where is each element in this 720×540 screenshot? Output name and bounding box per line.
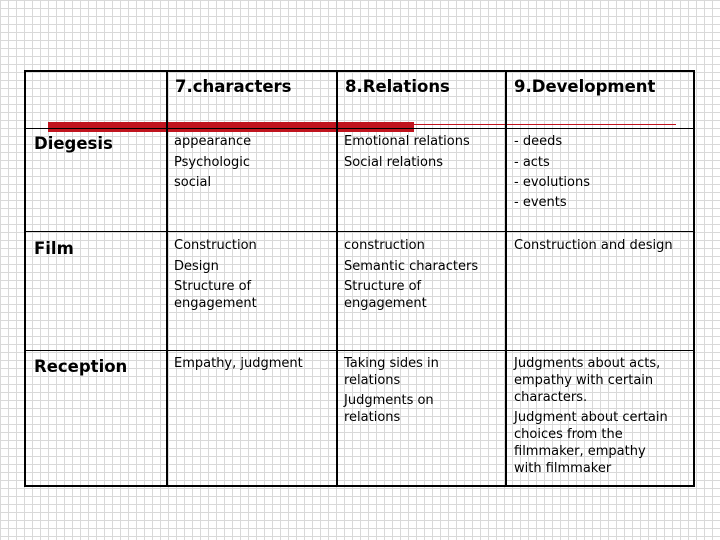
cell-line: - deeds [514, 134, 563, 149]
row-divider [26, 128, 694, 129]
cell-line: - acts [514, 155, 550, 170]
cell-line: social [174, 175, 212, 190]
cell-reception-development [514, 355, 668, 477]
cell-line: Structure of [174, 279, 252, 294]
column-divider [24, 70, 26, 487]
cell-line: choices from the [514, 427, 623, 442]
cell-line: Taking sides in [344, 356, 439, 371]
table-top-border [26, 70, 694, 72]
row-divider [26, 350, 694, 351]
cell-line: relations [344, 373, 401, 388]
column-divider [505, 70, 507, 487]
cell-line: filmmaker, empathy [514, 444, 646, 459]
column-divider [166, 70, 168, 487]
cell-line: construction [344, 238, 425, 253]
cell-film-development [514, 237, 673, 258]
cell-film-relations [344, 237, 478, 312]
cell-line: - evolutions [514, 175, 590, 190]
cell-line: with filmmaker [514, 461, 612, 476]
row-label-diegesis: Diegesis [34, 134, 113, 153]
cell-line: Social relations [344, 155, 443, 170]
cell-diegesis-development [514, 133, 590, 214]
cell-line: Judgment about certain [514, 410, 668, 425]
column-divider [336, 70, 338, 487]
cell-film-characters [174, 237, 257, 312]
row-label-reception: Reception [34, 357, 128, 376]
cell-line: Structure of [344, 279, 422, 294]
cell-reception-relations [344, 355, 439, 426]
cell-reception-characters [174, 355, 303, 372]
cell-line: Design [174, 259, 219, 274]
cell-line: Emotional relations [344, 134, 470, 149]
cell-line: Construction and design [514, 238, 673, 253]
accent-bar [48, 122, 414, 132]
row-label-film: Film [34, 239, 74, 258]
cell-line: engagement [344, 296, 427, 311]
cell-line: appearance [174, 134, 252, 149]
column-divider [693, 70, 695, 487]
cell-line: - events [514, 195, 567, 210]
cell-diegesis-characters [174, 133, 251, 194]
accent-line [414, 124, 676, 125]
header-relations: 8.Relations [345, 77, 450, 96]
row-divider [26, 231, 694, 232]
cell-line: Empathy, judgment [174, 356, 303, 371]
cell-line: characters. [514, 390, 588, 405]
cell-line: Psychologic [174, 155, 250, 170]
cell-line: Judgments on [344, 393, 434, 408]
cell-line: Construction [174, 238, 257, 253]
cell-line: engagement [174, 296, 257, 311]
header-development: 9.Development [514, 77, 656, 96]
header-characters: 7.characters [175, 77, 292, 96]
cell-line: empathy with certain [514, 373, 654, 388]
cell-line: relations [344, 410, 401, 425]
cell-diegesis-relations [344, 133, 470, 174]
cell-line: Semantic characters [344, 259, 479, 274]
cell-line: Judgments about acts, [514, 356, 661, 371]
table-bottom-border [26, 485, 694, 487]
